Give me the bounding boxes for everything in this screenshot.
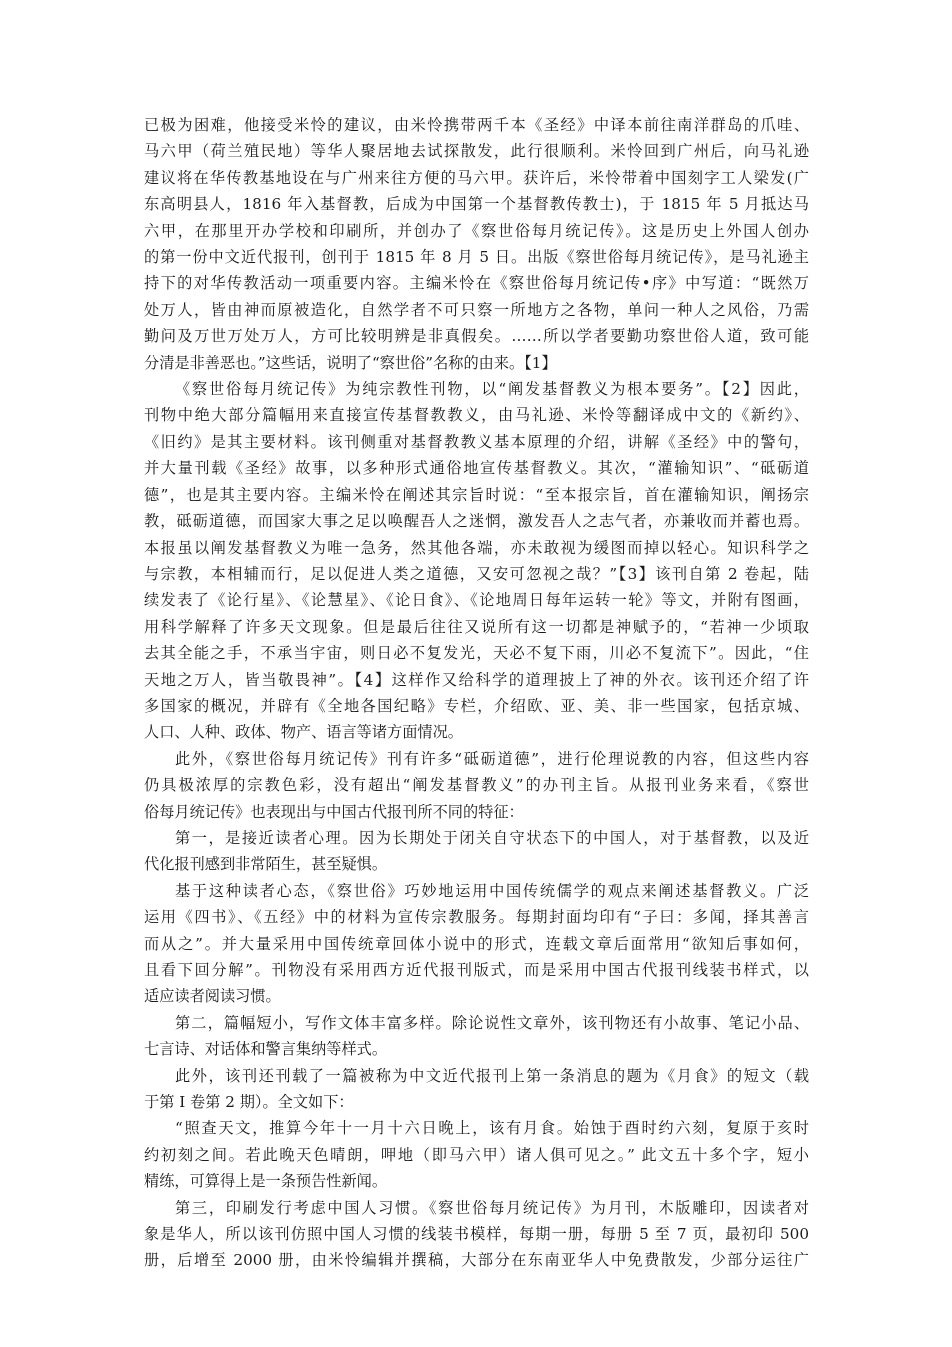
text-line: “照查天文，推算今年十一月十六日晚上，该有月食。始蚀于酉时约六刻，复原于亥时 xyxy=(175,1119,809,1138)
text-line: 天地之万人，皆当敬畏神”。【4】这样作又给科学的道理披上了神的外衣。该刊还介绍了许 xyxy=(144,670,809,689)
text-line: 且看下回分解”。刊物没有采用西方近代报刊版式，而是采用中国古代报刊线装书样式，以 xyxy=(144,961,809,979)
text-line: 《旧约》是其主要材料。该刊侧重对基督教教义基本原理的介绍，讲解《圣经》中的警句， xyxy=(144,432,809,451)
text-line: 第一，是接近读者心理。因为长期处于闭关自守状态下的中国人，对于基督教，以及近 xyxy=(175,828,809,847)
paragraph xyxy=(144,112,809,376)
text-line: 适应读者阅读习惯。 xyxy=(144,987,281,1006)
text-line: 基于这种读者心态，《察世俗》巧妙地运用中国传统儒学的观点来阐述基督教义。广泛 xyxy=(175,881,809,900)
text-line: 代化报刊感到非常陌生，甚至疑惧。 xyxy=(144,855,387,874)
text-line: 俗每月统记传》也表现出与中国古代报刊所不同的特征： xyxy=(144,802,524,821)
text-line: 册，后增至 2000 册，由米怜编辑并撰稿，大部分在东南亚华人中免费散发，少部分运往广 xyxy=(144,1251,809,1270)
text-line: 于第 I 卷第 2 期）。全文如下： xyxy=(144,1093,354,1112)
paragraph xyxy=(144,1115,809,1194)
text-line: 德”，也是其主要内容。主编米怜在阐述其宗旨时说：“至本报宗旨，首在灌输知识，阐扬宗 xyxy=(144,485,809,504)
paragraph xyxy=(144,376,809,746)
paragraph xyxy=(144,825,809,878)
paragraph xyxy=(144,1195,809,1274)
text-line: 的第一份中文近代报刊，创刊于 1815 年 8 月 5 日。出版《察世俗每月统记传》，是马礼逊主 xyxy=(144,248,809,267)
text-line: 七言诗、对话体和警言集纳等样式。 xyxy=(144,1040,387,1059)
text-line: 第二，篇幅短小，写作文体丰富多样。除论说性文章外，该刊物还有小故事、笔记小品、 xyxy=(175,1013,809,1032)
text-line: 此外，《察世俗每月统记传》刊有许多“砥砺道德”，进行伦理说教的内容，但这些内容 xyxy=(175,749,809,768)
text-line: 续发表了《论行星》、《论慧星》、《论日食》、《论地周日每年运转一轮》等文，并附有图画， xyxy=(144,591,809,610)
text-line: 刊物中绝大部分篇幅用来直接宣传基督教教义，由马礼逊、米怜等翻译成中文的《新约》、 xyxy=(144,406,809,425)
text-line: 用科学解释了许多天文现象。但是最后往往又说所有这一切都是神赋予的，“若神一少顷取 xyxy=(144,617,809,636)
text-line: 分清是非善恶也。”这些话，说明了“察世俗”名称的由来。【1】 xyxy=(144,353,557,372)
text-line: 而从之”。并大量采用中国传统章回体小说中的形式，连载文章后面常用“欲知后事如何， xyxy=(144,934,809,953)
article-body xyxy=(144,112,809,1274)
text-line: 马六甲（荷兰殖民地）等华人聚居地去试探散发，此行很顺利。米怜回到广州后，向马礼逊 xyxy=(144,142,809,161)
text-line: 去其全能之手，不承当宇宙，则日必不复发光，天必不复下雨，川必不复流下”。因此，“住 xyxy=(144,644,809,663)
text-line: 六甲，在那里开办学校和印刷所，并创办了《察世俗每月统记传》。这是历史上外国人创办 xyxy=(144,221,809,240)
text-line: 精练，可算得上是一条预告性新闻。 xyxy=(144,1172,387,1191)
text-line: 东高明县人，1816 年入基督教，后成为中国第一个基督教传教士)，于 1815 年 5 月抵达马 xyxy=(144,195,809,214)
text-line: 运用《四书》、《五经》中的材料为宣传宗教服务。每期封面均印有“子曰：多闻，择其善言 xyxy=(144,908,809,927)
text-line: 本报虽以阐发基督教义为唯一急务，然其他各端，亦未敢视为缓图而掉以轻心。知识科学之 xyxy=(144,538,809,557)
paragraph xyxy=(144,878,809,1010)
text-line: 持下的对华传教活动一项重要内容。主编米怜在《察世俗每月统记传•序》中写道：“既然万 xyxy=(144,274,809,293)
text-line: 多国家的概况，并辟有《全地各国纪略》专栏，介绍欧、亚、美、非一些国家，包括京城、 xyxy=(144,696,809,715)
text-line: 约初刻之间。若此晚天色晴朗，呷地（即马六甲）诸人俱可见之。” 此文五十多个字，短小 xyxy=(144,1145,809,1164)
paragraph xyxy=(144,1063,809,1116)
paragraph xyxy=(144,746,809,825)
text-line: 勤问及万世万处万人，方可比较明辨是非真假矣。……所以学者要勤功察世俗人道，致可能 xyxy=(144,327,809,346)
paragraph xyxy=(144,1010,809,1063)
text-line: 教，砥砺道德，而国家大事之足以唤醒吾人之迷惘，激发吾人之志气者，亦兼收而并蓄也焉。 xyxy=(144,512,809,531)
text-line: 已极为困难，他接受米怜的建议，由米怜携带两千本《圣经》中译本前往南洋群岛的爪哇、 xyxy=(144,116,809,134)
text-line: 《察世俗每月统记传》为纯宗教性刊物，以“阐发基督教义为根本要务”。【2】因此， xyxy=(175,380,809,399)
text-line: 处万人，皆由神而原被造化，自然学者不可只察一所地方之各物，单问一种人之风俗，乃需 xyxy=(144,300,809,319)
text-line: 并大量刊载《圣经》故事，以多种形式通俗地宣传基督教义。其次，“灌输知识”、“砥砺道 xyxy=(144,459,809,478)
text-line: 仍具极浓厚的宗教色彩，没有超出“阐发基督教义”的办刊主旨。从报刊业务来看，《察世 xyxy=(144,776,809,795)
text-line: 象是华人，所以该刊仿照中国人习惯的线装书模样，每期一册，每册 5 至 7 页，最初印 500 xyxy=(144,1225,809,1244)
text-line: 建议将在华传教基地设在与广州来往方便的马六甲。获许后，米怜带着中国刻字工人梁发(广 xyxy=(144,168,809,187)
text-line: 人口、人种、政体、物产、语言等诸方面情况。 xyxy=(144,723,463,742)
text-line: 与宗教，本相辅而行，足以促进人类之道德，又安可忽视之哉？”【3】该刊自第 2 卷起，陆 xyxy=(144,564,809,583)
text-line: 第三，印刷发行考虑中国人习惯。《察世俗每月统记传》为月刊，木版雕印，因读者对 xyxy=(175,1198,809,1217)
text-line: 此外，该刊还刊载了一篇被称为中文近代报刊上第一条消息的题为《月食》的短文（载 xyxy=(175,1066,809,1085)
